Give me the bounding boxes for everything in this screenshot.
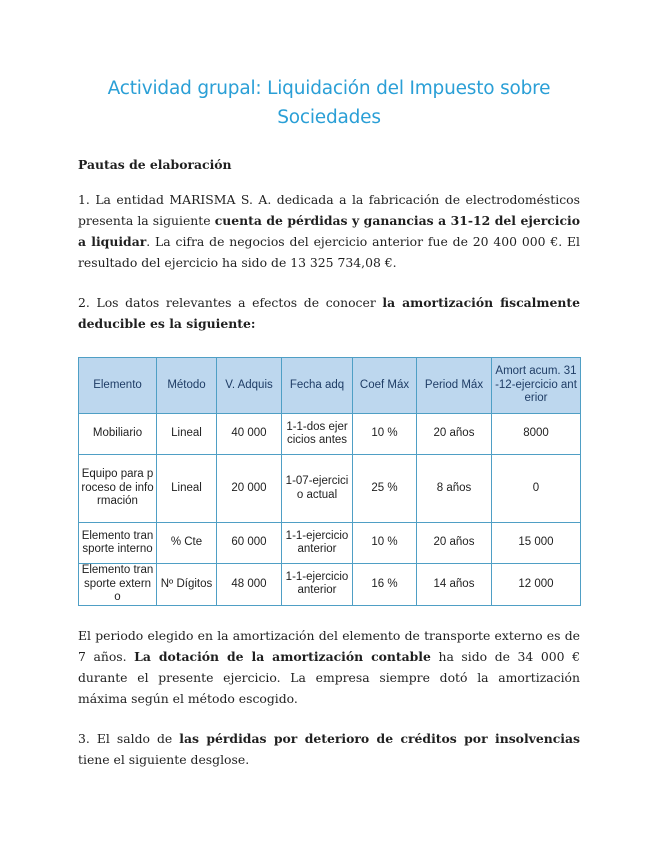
- table-row: [79, 455, 581, 523]
- header-elemento: Elemento: [79, 358, 157, 414]
- header-periodo-maximo: Period Máx: [417, 358, 492, 414]
- table-cell: 1-07-ejercicio actual: [282, 455, 353, 523]
- paragraph-4-text-b: tiene el siguiente desglose.: [78, 752, 250, 767]
- table-row: [79, 523, 581, 564]
- title-line-2: Sociedades: [277, 107, 381, 128]
- paragraph-1-text-a: 1. La entidad MARISMA S. A. dedicada a la fabricación de electrodomésticos presenta la siguiente: [78, 192, 580, 228]
- table-cell: 60 000: [217, 523, 282, 564]
- table-cell: 8 años: [417, 455, 492, 523]
- table-cell: 1-1-ejercicio anterior: [282, 523, 353, 564]
- table-cell: Lineal: [157, 455, 217, 523]
- table-cell: 12 000: [492, 564, 581, 606]
- paragraph-2: [78, 292, 580, 334]
- table-row: [79, 414, 581, 455]
- table-cell: Nº Dígitos: [157, 564, 217, 606]
- paragraph-1-bold: cuenta de pérdidas y ganancias a 31-12 del ejercicio a liquidar: [78, 213, 580, 249]
- table-cell: Elemento transporte externo: [79, 564, 157, 606]
- header-coeficiente-maximo: Coef Máx: [353, 358, 417, 414]
- table-cell: 14 años: [417, 564, 492, 606]
- table-cell: Lineal: [157, 414, 217, 455]
- table-cell: 20 años: [417, 414, 492, 455]
- table-cell: 0: [492, 455, 581, 523]
- paragraph-2-bold: la amortización fiscalmente deducible es la siguiente:: [78, 295, 580, 331]
- table-cell: Equipo para proceso de información: [79, 455, 157, 523]
- table-cell: 8000: [492, 414, 581, 455]
- table-cell: 20 años: [417, 523, 492, 564]
- header-amortizacion-acumulada: Amort acum. 31-12-ejercicio anterior: [492, 358, 581, 414]
- table-cell: 10 %: [353, 523, 417, 564]
- table-cell: 1-1-dos ejercicios antes: [282, 414, 353, 455]
- paragraph-1-text-b: . La cifra de negocios del ejercicio anterior fue de 20 400 000 €. El resultado del ejercicio ha sido de 13 325 734,08 €.: [78, 234, 580, 270]
- table-cell: 1-1-ejercicio anterior: [282, 564, 353, 606]
- title-line-1: Actividad grupal: Liquidación del Impuesto sobre: [107, 78, 551, 99]
- document-title: [78, 74, 580, 132]
- paragraph-4-bold: las pérdidas por deterioro de créditos por insolvencias: [179, 731, 580, 746]
- paragraph-4: [78, 728, 580, 770]
- paragraph-4-text-a: 3. El saldo de: [78, 731, 180, 746]
- table-cell: 10 %: [353, 414, 417, 455]
- table-cell: Elemento transporte interno: [79, 523, 157, 564]
- table-header-row: [79, 358, 581, 414]
- paragraph-3-text-b: ha sido de 34 000 € durante el presente ejercicio. La empresa siempre dotó la amortización máxima según el método escogido.: [78, 649, 580, 706]
- header-valor-adquisicion: V. Adquis: [217, 358, 282, 414]
- amortization-table: [78, 357, 581, 606]
- table-cell: 20 000: [217, 455, 282, 523]
- table-cell: 40 000: [217, 414, 282, 455]
- table-cell: 16 %: [353, 564, 417, 606]
- table-cell: % Cte: [157, 523, 217, 564]
- table-cell: Mobiliario: [79, 414, 157, 455]
- table-cell: 25 %: [353, 455, 417, 523]
- table-cell: 15 000: [492, 523, 581, 564]
- header-metodo: Método: [157, 358, 217, 414]
- table-cell: 48 000: [217, 564, 282, 606]
- section-heading: Pautas de elaboración: [78, 157, 232, 172]
- paragraph-3: [78, 625, 580, 709]
- paragraph-3-bold: La dotación de la amortización contable: [134, 649, 431, 664]
- paragraph-1: [78, 189, 580, 273]
- table-row: [79, 564, 581, 606]
- paragraph-3-text-a: El periodo elegido en la amortización del elemento de transporte externo es de 7 años.: [78, 628, 580, 664]
- paragraph-2-text-a: 2. Los datos relevantes a efectos de conocer: [78, 295, 383, 310]
- header-fecha-adquisicion: Fecha adq: [282, 358, 353, 414]
